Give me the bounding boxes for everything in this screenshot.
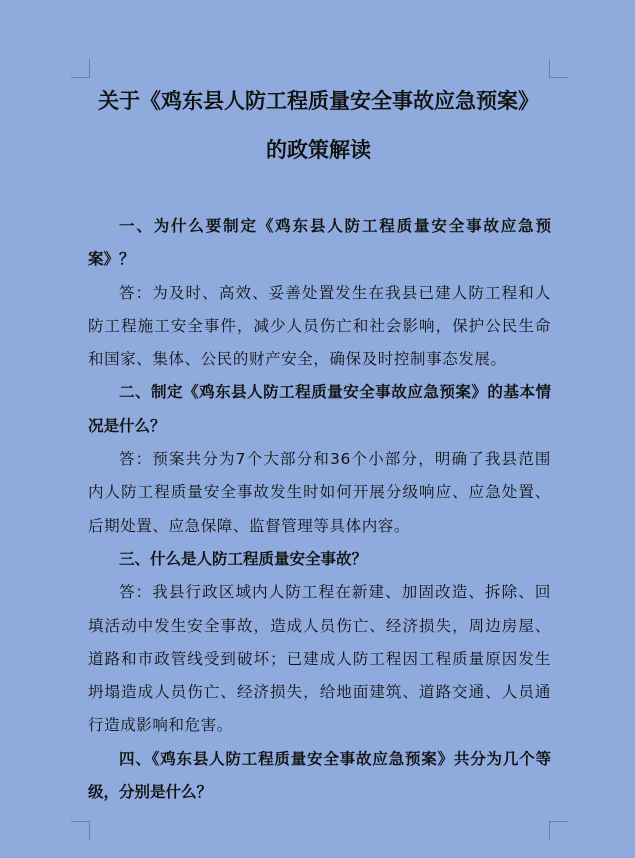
page-corner-mark-bottom-right	[549, 821, 568, 840]
section-4-question: 四、《鸡东县人防工程质量安全事故应急预案》共分为几个等级，分别是什么？	[88, 749, 551, 802]
document-title-line-1: 关于《鸡东县人防工程质量安全事故应急预案》	[98, 89, 539, 113]
section-1-question: 一、为什么要制定《鸡东县人防工程质量安全事故应急预案》？	[88, 217, 551, 269]
page-corner-mark-top-right	[549, 59, 568, 78]
document-title-line-2: 的政策解读	[266, 138, 371, 162]
section-2-answer: 答：预案共分为7个大部分和36个小部分，明确了我县范围内人防工程质量安全事故发生时如何开展分级响应、应急处置、后期处置、应急保障、监督管理等具体内容。	[88, 450, 551, 535]
page-corner-mark-bottom-left	[71, 821, 90, 840]
page-corner-mark-top-left	[71, 59, 90, 78]
section-2-question: 二、制定《鸡东县人防工程质量安全事故应急预案》的基本情况是什么？	[88, 383, 551, 435]
document-body	[88, 210, 551, 809]
section-3-answer: 答：我县行政区域内人防工程在新建、加固改造、拆除、回填活动中发生安全事故，造成人员伤亡、经济损失，周边房屋、道路和市政管线受到破坏；已建成人防工程因工程质量原因发生坍塌造成人员伤亡、经济损失，给地面建筑、道路交通、人员通行造成影响和危害。	[88, 583, 551, 735]
section-1-answer: 答：为及时、高效、妥善处置发生在我县已建人防工程和人防工程施工安全事件，减少人员伤亡和社会影响，保护公民生命和国家、集体、公民的财产安全，确保及时控制事态发展。	[88, 283, 551, 369]
section-3-question: 三、什么是人防工程质量安全事故？	[119, 549, 368, 568]
